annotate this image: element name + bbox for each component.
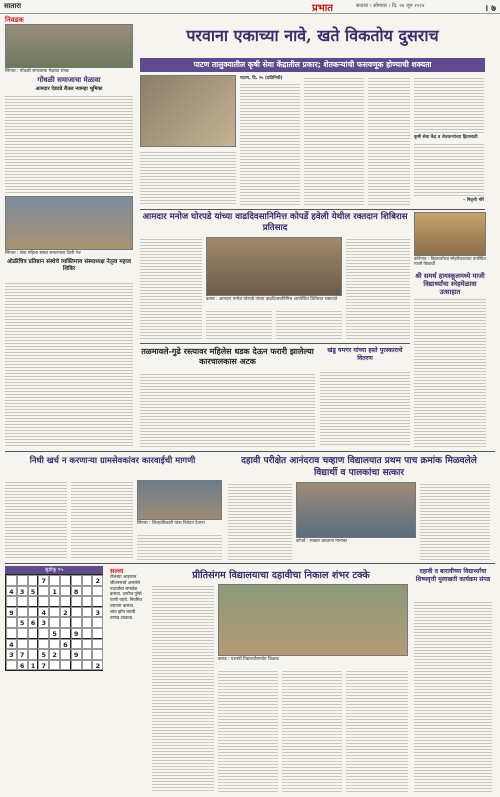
sudoku-box <box>5 566 103 671</box>
sudoku-cell: 9 <box>6 607 17 618</box>
sudoku-cell <box>38 639 49 650</box>
sudoku-cell: 2 <box>60 607 71 618</box>
tenth-caption: कोपर्डे : सत्कार करताना मान्यवर <box>296 539 416 544</box>
sudoku-cell: 5 <box>38 649 49 660</box>
page-number: । ७ <box>484 4 496 14</box>
page-header <box>0 0 500 14</box>
box-right-line: कृषी सेवा केंद्र व शेतकऱ्यांच्या हितासाठी <box>414 135 484 140</box>
top-deck: पाटण तालुक्यातील कृषी सेवा केंद्रातील प्रकार; शेतकऱ्यांची फसवणूक होण्याची शक्यता <box>140 58 485 72</box>
sudoku-cell <box>71 660 82 671</box>
sports-headline: प्रीतिसंगम विद्यालयाचा दहावीचा निकाल शंभर टक्के <box>192 570 370 581</box>
sudoku-cell <box>28 649 39 660</box>
sudoku-cell <box>28 628 39 639</box>
sudoku-cell: 4 <box>6 639 17 650</box>
issue-date: सातारा । सोमवार । दि. २४ जून २०२४ <box>356 3 425 9</box>
tips-line: तणाव टाळावा. <box>110 615 134 621</box>
sudoku-cell: 4 <box>38 607 49 618</box>
sudoku-cell: 1 <box>28 660 39 671</box>
sudoku-cell: 3 <box>6 649 17 660</box>
sudoku-cell <box>38 586 49 597</box>
tips-line: शांत झोप घ्यावी. <box>110 609 137 615</box>
dehu-headline: तळमावले-गुढे रस्त्यावर महिलेस धडक देऊन फरारी झालेल्या कारचालकास अटक <box>141 347 314 366</box>
sudoku-cell: 5 <box>49 628 60 639</box>
fund-text-a <box>5 480 67 560</box>
sudoku-cell: 2 <box>92 660 103 671</box>
newspaper-logo: प्रभात <box>312 3 334 14</box>
sudoku-cell <box>92 617 103 628</box>
top-headline: परवाना एकाच्या नावे, खते विकतोय दुसराच <box>186 26 439 45</box>
sudoku-cell <box>92 596 103 607</box>
sudoku-cell <box>49 617 60 628</box>
sudoku-cell <box>92 639 103 650</box>
sudoku-cell: 9 <box>71 628 82 639</box>
tips-line: पदार्थांचा समावेश <box>110 586 138 592</box>
sudoku-cell <box>49 639 60 650</box>
sudoku-cell <box>82 628 93 639</box>
sudoku-cell: 6 <box>28 617 39 628</box>
text-top-c <box>304 76 364 206</box>
sudoku-cell <box>82 596 93 607</box>
sudoku-cell <box>92 586 103 597</box>
sudoku-cell: 5 <box>17 617 28 628</box>
headline-left-2: ओळीचित्र प्रतिष्ठान संस्थेचे व्यक्तिमत्त्व संस्थाध्यक्ष नेतृत्व महत्त्व शिबिर <box>7 259 131 272</box>
sudoku-cell <box>28 607 39 618</box>
sudoku-cell <box>82 607 93 618</box>
camp-caption: कराड : आमदार मनोज घोरपडे यांच्या वाढदिवसानिमित्त आयोजित शिबिरात रक्तदाते <box>206 297 342 302</box>
sudoku-cell <box>6 628 17 639</box>
tips-box <box>110 566 148 621</box>
section-name: सातारा <box>4 2 22 10</box>
school-caption: कोरेगाव : विद्यार्थ्यांच्या स्नेहमेळाव्यात उपस्थित माजी विद्यार्थी <box>414 257 486 267</box>
text-left-1 <box>5 94 133 194</box>
photo-top <box>140 75 236 147</box>
tenth-text-a <box>228 482 292 560</box>
sudoku-cell <box>17 575 28 586</box>
camp-photo <box>206 237 342 296</box>
sudoku-cell <box>60 575 71 586</box>
divider-4 <box>5 563 495 564</box>
divider-1 <box>140 209 485 210</box>
camp-text-a <box>140 237 202 340</box>
sports-caption: कराड : यशस्वी विद्यार्थ्यांसमवेत शिक्षक <box>218 657 408 662</box>
tips-lines <box>110 575 148 621</box>
road-text <box>320 370 410 447</box>
camp-text-c <box>276 309 342 340</box>
sudoku-cell <box>28 575 39 586</box>
fund-photo <box>137 480 222 520</box>
caption-left-2: सिंगारा : सेवा महिला संस्था समारंभास दिली भेट <box>5 251 133 256</box>
camp-headline: आमदार मनोज घोरपडे यांच्या वाढदिवसानिमित्त कोपर्डे हवेली येथील रक्तदान शिबिरास प्रतिसाद <box>142 212 408 233</box>
sudoku-cell <box>92 628 103 639</box>
sudoku-cell: 7 <box>38 660 49 671</box>
fund-headline: निधी खर्च न करणाऱ्या ग्रामसेवकांवर कारवाईची मागणी <box>29 455 196 465</box>
sudoku-cell <box>60 596 71 607</box>
photo-left-1 <box>5 24 133 68</box>
satara-text <box>414 600 492 792</box>
school-headline: श्री समर्थ हायस्कूलमध्ये माजी विद्यार्थ्यांचा स्नेहमेळावा उत्साहात <box>415 272 485 296</box>
sudoku-cell: 3 <box>92 607 103 618</box>
sudoku-title: सुडोकू ९५ <box>5 566 103 574</box>
sudoku-cell <box>17 607 28 618</box>
sudoku-cell: 5 <box>28 586 39 597</box>
sudoku-cell <box>60 617 71 628</box>
sudoku-cell <box>49 607 60 618</box>
sports-text-b <box>218 669 278 792</box>
sudoku-cell <box>6 660 17 671</box>
sudoku-cell <box>17 596 28 607</box>
sudoku-cell: 4 <box>6 586 17 597</box>
sudoku-cell <box>71 607 82 618</box>
text-top-b <box>240 82 300 206</box>
sudoku-cell: 2 <box>49 649 60 660</box>
tenth-text-b <box>420 482 490 560</box>
sudoku-cell <box>28 639 39 650</box>
sudoku-cell <box>71 617 82 628</box>
photo-left-2 <box>5 196 133 250</box>
text-top-e <box>414 76 484 134</box>
sudoku-cell <box>92 649 103 660</box>
sudoku-cell <box>6 596 17 607</box>
sudoku-cell <box>60 649 71 660</box>
text-top-f <box>414 142 484 196</box>
sudoku-cell <box>60 586 71 597</box>
tips-line: पाणी प्यावे. नियमित <box>110 598 142 604</box>
fund-caption: सिंगारा : जिल्हाधिकारी यांना निवेदन देताना <box>137 521 222 526</box>
tips-line: करावा. दररोज पुरेसे <box>110 592 142 598</box>
sudoku-cell <box>60 660 71 671</box>
divider-2 <box>140 343 410 344</box>
divider-3 <box>5 451 495 452</box>
sudoku-cell <box>49 575 60 586</box>
tips-line: जीवनसत्त्वे असलेले <box>110 580 141 586</box>
sudoku-cell <box>82 575 93 586</box>
sudoku-cell <box>82 586 93 597</box>
sudoku-cell <box>38 596 49 607</box>
sudoku-cell: 8 <box>71 586 82 597</box>
school-text <box>414 297 486 447</box>
sudoku-cell <box>82 617 93 628</box>
sudoku-cell: 7 <box>38 575 49 586</box>
school-photo <box>414 212 486 256</box>
sudoku-cell: 7 <box>17 649 28 660</box>
caption-left-1: सिंगारा : गोंधळी समाजाचा मेळावा संपन्न <box>5 69 133 74</box>
sudoku-grid <box>5 574 103 671</box>
sports-photo <box>218 584 408 656</box>
satara-headline: दहावी व बारावीच्या विद्यार्थ्यांचा शिष्यवृत्ती मुलाखती कार्यक्रम संपन्न <box>415 568 491 583</box>
tenth-photo <box>296 482 416 538</box>
sports-text-a <box>152 584 214 792</box>
sudoku-cell: 6 <box>17 660 28 671</box>
sudoku-cell <box>38 628 49 639</box>
fund-text-c <box>137 533 222 560</box>
text-left-2 <box>5 281 133 447</box>
sports-text-c <box>282 669 342 792</box>
sudoku-cell <box>71 639 82 650</box>
sudoku-cell <box>6 617 17 628</box>
tips-title: सल्ला <box>110 567 124 575</box>
sudoku-cell: 6 <box>60 639 71 650</box>
sudoku-cell <box>82 639 93 650</box>
road-headline: खंडू यमगर यांच्या हस्ते पुरस्काराचे वितरण <box>327 347 403 362</box>
tips-line: रोजच्या आहारात <box>110 575 137 580</box>
sudoku-cell <box>71 596 82 607</box>
sudoku-cell: 1 <box>49 586 60 597</box>
fund-text-b <box>71 480 133 560</box>
sudoku-cell <box>17 639 28 650</box>
tenth-headline: दहावी परीक्षेत आनंदराव चव्हाण विद्यालयात प्रथम पाच क्रमांक मिळवलेले विद्यार्थी व पालकांचा सत्कार <box>241 456 477 478</box>
sudoku-cell: 2 <box>92 575 103 586</box>
tips-line: व्यायाम करावा. <box>110 603 135 609</box>
sudoku-cell <box>28 596 39 607</box>
headline-left-1: गोंधळी समाजाचा मेळावा <box>37 76 101 84</box>
section-tag: निवडक <box>5 16 24 24</box>
sudoku-cell <box>82 649 93 660</box>
sudoku-cell <box>49 596 60 607</box>
box-right-sign: – निवृत्ती मोरे <box>440 198 484 203</box>
subhead-left-1: आमदार ऐडवडे रीतल नवमहा भूमिका <box>35 86 103 92</box>
sudoku-cell <box>60 628 71 639</box>
camp-text-d <box>346 237 410 340</box>
sudoku-cell: 3 <box>17 586 28 597</box>
sudoku-cell <box>17 628 28 639</box>
dehu-text <box>140 372 315 447</box>
sudoku-cell <box>71 575 82 586</box>
camp-text-b <box>206 309 272 340</box>
sudoku-cell <box>82 660 93 671</box>
sudoku-cell <box>6 575 17 586</box>
sudoku-cell: 9 <box>71 649 82 660</box>
text-top-a <box>140 150 236 205</box>
sudoku-cell: 3 <box>38 617 49 628</box>
byline-top: पाटण, दि. २५ (प्रतिनिधी) <box>240 76 300 81</box>
sports-text-d <box>346 669 408 792</box>
sudoku-cell <box>49 660 60 671</box>
text-top-d <box>368 76 410 206</box>
